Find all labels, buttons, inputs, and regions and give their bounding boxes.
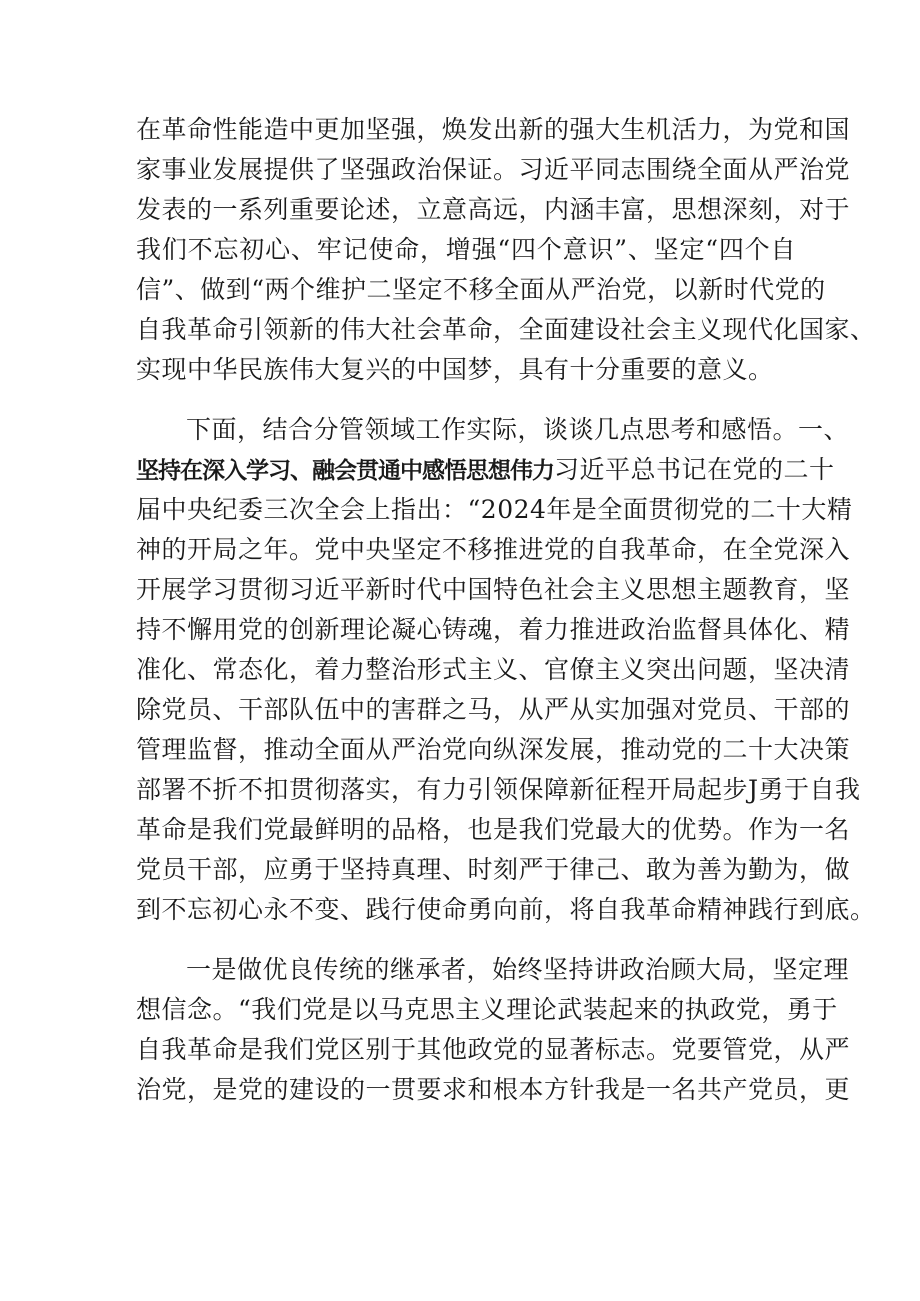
text-line: 我们不忘初心、牢记使命，增强“四个意识”、坚定“四个自 — [136, 235, 796, 264]
heading-line — [136, 450, 835, 490]
text-line: 家事业发展提供了坚强政治保证。习近平同志围绕全面从严治党 — [136, 155, 851, 184]
text-line: 想信念。“我们党是以马克思主义理论武装起来的执政党，勇于 — [136, 995, 838, 1024]
section-heading: 坚持在深入学习、融会贯通中感悟思想伟力 — [136, 458, 554, 484]
text-line: 发表的一系列重要论述，立意高远，内涵丰富，思想深刻，对于 — [136, 195, 851, 224]
text-line: 治党，是党的建设的一贯要求和根本方针我是一名共产党员，更 — [136, 1075, 851, 1104]
heading-tail-text: 习近平总书记在党的二十 — [554, 455, 835, 484]
paragraph-gap — [136, 930, 796, 950]
text-line: 持不懈用党的创新理论凝心铸魂，着力推进政治监督具体化、精 — [136, 615, 851, 644]
paragraph-2 — [136, 410, 876, 930]
text-line: 部署不折不扣贯彻落实，有力引领保障新征程开局起步J勇于自我 — [136, 775, 861, 804]
text-line: 下面，结合分管领域工作实际，谈谈几点思考和感悟。一、 — [186, 415, 850, 444]
text-line: 实现中华民族伟大复兴的中国梦，具有十分重要的意义。 — [136, 355, 774, 384]
text-line: 到不忘初心永不变、践行使命勇向前，将自我革命精神践行到底。 — [136, 895, 876, 924]
paragraph-3 — [136, 950, 851, 1110]
text-line: 开展学习贯彻习近平新时代中国特色社会主义思想主题教育，坚 — [136, 575, 851, 604]
text-line: 准化、常态化，着力整治形式主义、官僚主义突出问题，坚决清 — [136, 655, 851, 684]
text-line: 信”、做到“两个维护二坚定不移全面从严治党，以新时代党的 — [136, 275, 826, 304]
text-line: 自我革命引领新的伟大社会革命，全面建设社会主义现代化国家、 — [136, 315, 876, 344]
text-line: 自我革命是我们党区别于其他政党的显著标志。党要管党，从严 — [136, 1035, 851, 1064]
text-line: 管理监督，推动全面从严治党向纵深发展，推动党的二十大决策 — [136, 735, 851, 764]
paragraph-gap — [136, 390, 796, 410]
text-line: 一是做优良传统的继承者，始终坚持讲政治顾大局，坚定理 — [186, 955, 850, 984]
text-line: 在革命性能造中更加坚强，焕发出新的强大生机活力，为党和国 — [136, 115, 851, 144]
text-line: 革命是我们党最鲜明的品格，也是我们党最大的优势。作为一名 — [136, 815, 851, 844]
text-line: 神的开局之年。党中央坚定不移推进党的自我革命，在全党深入 — [136, 535, 851, 564]
document-body — [136, 110, 876, 1110]
text-line: 届中央纪委三次全会上指出：“2024年是全面贯彻党的二十大精 — [136, 495, 853, 524]
text-line: 党员干部，应勇于坚持真理、时刻严于律己、敢为善为勤为，做 — [136, 855, 851, 884]
text-line: 除党员、干部队伍中的害群之马，从严从实加强对党员、干部的 — [136, 695, 851, 724]
paragraph-1 — [136, 110, 876, 390]
